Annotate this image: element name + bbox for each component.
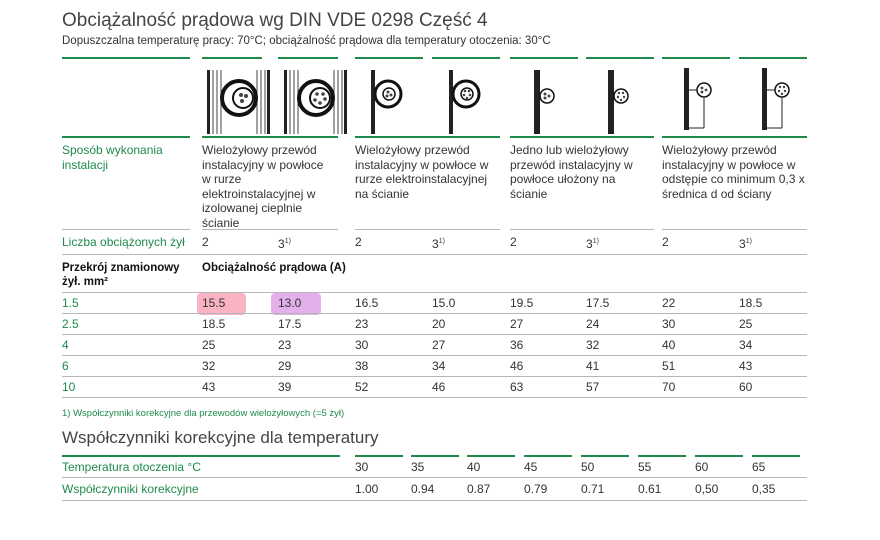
capacity-cell: 34 — [432, 359, 446, 373]
capacity-cell: 60 — [739, 380, 753, 394]
capacity-cell: 29 — [278, 359, 292, 373]
temp-cell: 35 — [411, 460, 425, 474]
row-divider — [62, 254, 807, 255]
capacity-cell: 43 — [739, 359, 753, 373]
table-rule — [695, 455, 743, 457]
conduit-insulated-wall-icon — [207, 70, 271, 134]
conduit-on-wall-icon — [366, 70, 406, 134]
correction-cell: 0.87 — [467, 482, 491, 496]
row-divider — [62, 397, 807, 398]
row-size: 6 — [62, 359, 69, 373]
capacity-cell: 30 — [662, 317, 676, 331]
row-divider — [62, 355, 807, 356]
table-rule — [355, 455, 403, 457]
capacity-cell: 17.5 — [278, 317, 302, 331]
temp-cell: 55 — [638, 460, 652, 474]
correction-cell: 0.71 — [581, 482, 605, 496]
page-subtitle: Dopuszczalna temperaturę pracy: 70°C; obciążalność prądowa dla temperatury otoczenia: 30°C — [62, 35, 551, 47]
capacity-cell: 23 — [355, 317, 369, 331]
row-divider — [355, 229, 500, 230]
table-rule — [62, 455, 340, 457]
header-rule — [62, 57, 190, 59]
header-rule — [432, 57, 500, 59]
temp-section-title: Współczynniki korekcyjne dla temperatury — [62, 428, 379, 447]
row-divider — [62, 292, 807, 293]
capacity-cell: 57 — [586, 380, 600, 394]
capacity-cell: 34 — [739, 338, 753, 352]
table-rule — [467, 455, 515, 457]
correction-label: Współczynniki korekcyjne — [62, 482, 199, 496]
correction-cell: 0.61 — [638, 482, 662, 496]
capacity-cell: 63 — [510, 380, 524, 394]
capacity-cell: 70 — [662, 380, 676, 394]
capacity-cell: 18.5 — [739, 296, 763, 310]
table-rule — [411, 455, 459, 457]
capacity-cell: 17.5 — [586, 296, 610, 310]
footnote: 1) Współczynniki korekcyjne dla przewodów wielożyłowych (=5 żył) — [62, 408, 345, 419]
temp-cell: 60 — [695, 460, 709, 474]
table-rule — [638, 455, 686, 457]
table-rule — [752, 455, 800, 457]
table-rule — [355, 136, 500, 138]
temp-cell: 40 — [467, 460, 481, 474]
header-rule — [739, 57, 807, 59]
conduit-on-wall-5core-icon — [444, 70, 484, 134]
table-rule — [202, 136, 338, 138]
capacity-cell: 30 — [355, 338, 369, 352]
header-rule — [202, 57, 262, 59]
capacity-cell: 32 — [586, 338, 600, 352]
row-divider — [62, 376, 807, 377]
loaded-cores-cell: 3$^{1)}$ — [278, 237, 291, 251]
capacity-label: Obciążalność prądowa (A) — [202, 262, 346, 274]
loaded-cores-label: Liczba obciążonych żył — [62, 235, 185, 249]
capacity-cell: 25 — [202, 338, 216, 352]
capacity-cell: 51 — [662, 359, 676, 373]
cable-on-wall-5core-icon — [604, 70, 634, 134]
loaded-cores-cell: 3$^{1)}$ — [432, 237, 445, 251]
capacity-cell: 20 — [432, 317, 446, 331]
row-divider — [62, 334, 807, 335]
row-divider — [62, 477, 807, 478]
correction-cell: 0,35 — [752, 482, 776, 496]
method-description: Jedno lub wielożyłowy przewód instalacyjny w powłoce ułożony na ścianie — [510, 143, 633, 201]
capacity-cell: 19.5 — [510, 296, 534, 310]
loaded-cores-cell: 3$^{1)}$ — [586, 237, 599, 251]
table-rule — [510, 136, 654, 138]
conduit-insulated-wall-5core-icon — [284, 70, 348, 134]
row-size: 1.5 — [62, 296, 79, 310]
correction-cell: 0.94 — [411, 482, 435, 496]
capacity-cell: 38 — [355, 359, 369, 373]
capacity-cell: 46 — [510, 359, 524, 373]
row-divider — [62, 500, 807, 501]
correction-cell: 0,50 — [695, 482, 719, 496]
capacity-cell: 40 — [662, 338, 676, 352]
method-description: Wielożyłowy przewód instalacyjny w powłoce w rurze elektroinstalacyjnej w izolowanej cieplnie ścianie — [202, 143, 324, 230]
capacity-cell: 23 — [278, 338, 292, 352]
temp-cell: 30 — [355, 460, 369, 474]
capacity-cell: 15.5 — [202, 296, 226, 310]
capacity-cell: 46 — [432, 380, 446, 394]
capacity-cell: 43 — [202, 380, 216, 394]
capacity-cell: 24 — [586, 317, 600, 331]
correction-cell: 1.00 — [355, 482, 379, 496]
loaded-cores-cell: 2 — [510, 235, 517, 249]
row-divider — [202, 229, 338, 230]
table-rule — [62, 136, 190, 138]
cable-spaced-from-wall-5core-icon — [758, 68, 798, 134]
loaded-cores-cell: 2 — [662, 235, 669, 249]
method-description: Wielożyłowy przewód instalacyjny w powłoce w rurze elektroinstalacyjnej na ścianie — [355, 143, 489, 201]
table-rule — [662, 136, 807, 138]
header-rule — [586, 57, 654, 59]
capacity-cell: 18.5 — [202, 317, 226, 331]
temp-cell: 65 — [752, 460, 766, 474]
header-rule — [662, 57, 730, 59]
capacity-cell: 41 — [586, 359, 600, 373]
capacity-cell: 32 — [202, 359, 216, 373]
capacity-cell: 16.5 — [355, 296, 379, 310]
capacity-cell: 13.0 — [278, 296, 302, 310]
capacity-cell: 27 — [510, 317, 524, 331]
loaded-cores-cell: 2 — [355, 235, 362, 249]
capacity-cell: 27 — [432, 338, 446, 352]
loaded-cores-cell: 2 — [202, 235, 209, 249]
row-size: 2.5 — [62, 317, 79, 331]
method-description: Wielożyłowy przewód instalacyjny w powłoce w odstępie co minimum 0,3 x średnica d od ściany — [662, 143, 805, 201]
header-rule — [355, 57, 423, 59]
row-divider — [662, 229, 807, 230]
header-rule — [510, 57, 578, 59]
install-label: Sposób wykonania instalacji — [62, 143, 163, 172]
capacity-cell: 52 — [355, 380, 369, 394]
temp-cell: 45 — [524, 460, 538, 474]
page-title: Obciążalność prądowa wg DIN VDE 0298 Część 4 — [62, 10, 488, 31]
header-rule — [278, 57, 338, 59]
row-divider — [510, 229, 654, 230]
row-divider — [62, 229, 190, 230]
temp-cell: 50 — [581, 460, 595, 474]
row-size: 10 — [62, 380, 76, 394]
loaded-cores-cell: 3$^{1)}$ — [739, 237, 752, 251]
capacity-cell: 25 — [739, 317, 753, 331]
row-divider — [62, 313, 807, 314]
capacity-cell: 22 — [662, 296, 676, 310]
table-rule — [524, 455, 572, 457]
capacity-cell: 15.0 — [432, 296, 456, 310]
temp-label: Temperatura otoczenia °C — [62, 460, 201, 474]
row-size: 4 — [62, 338, 69, 352]
table-rule — [581, 455, 629, 457]
section-label: Przekrój znamionowy żył. mm² — [62, 262, 180, 288]
cable-on-wall-icon — [530, 70, 560, 134]
capacity-cell: 36 — [510, 338, 524, 352]
correction-cell: 0.79 — [524, 482, 548, 496]
capacity-cell: 39 — [278, 380, 292, 394]
cable-spaced-from-wall-icon — [680, 68, 720, 134]
